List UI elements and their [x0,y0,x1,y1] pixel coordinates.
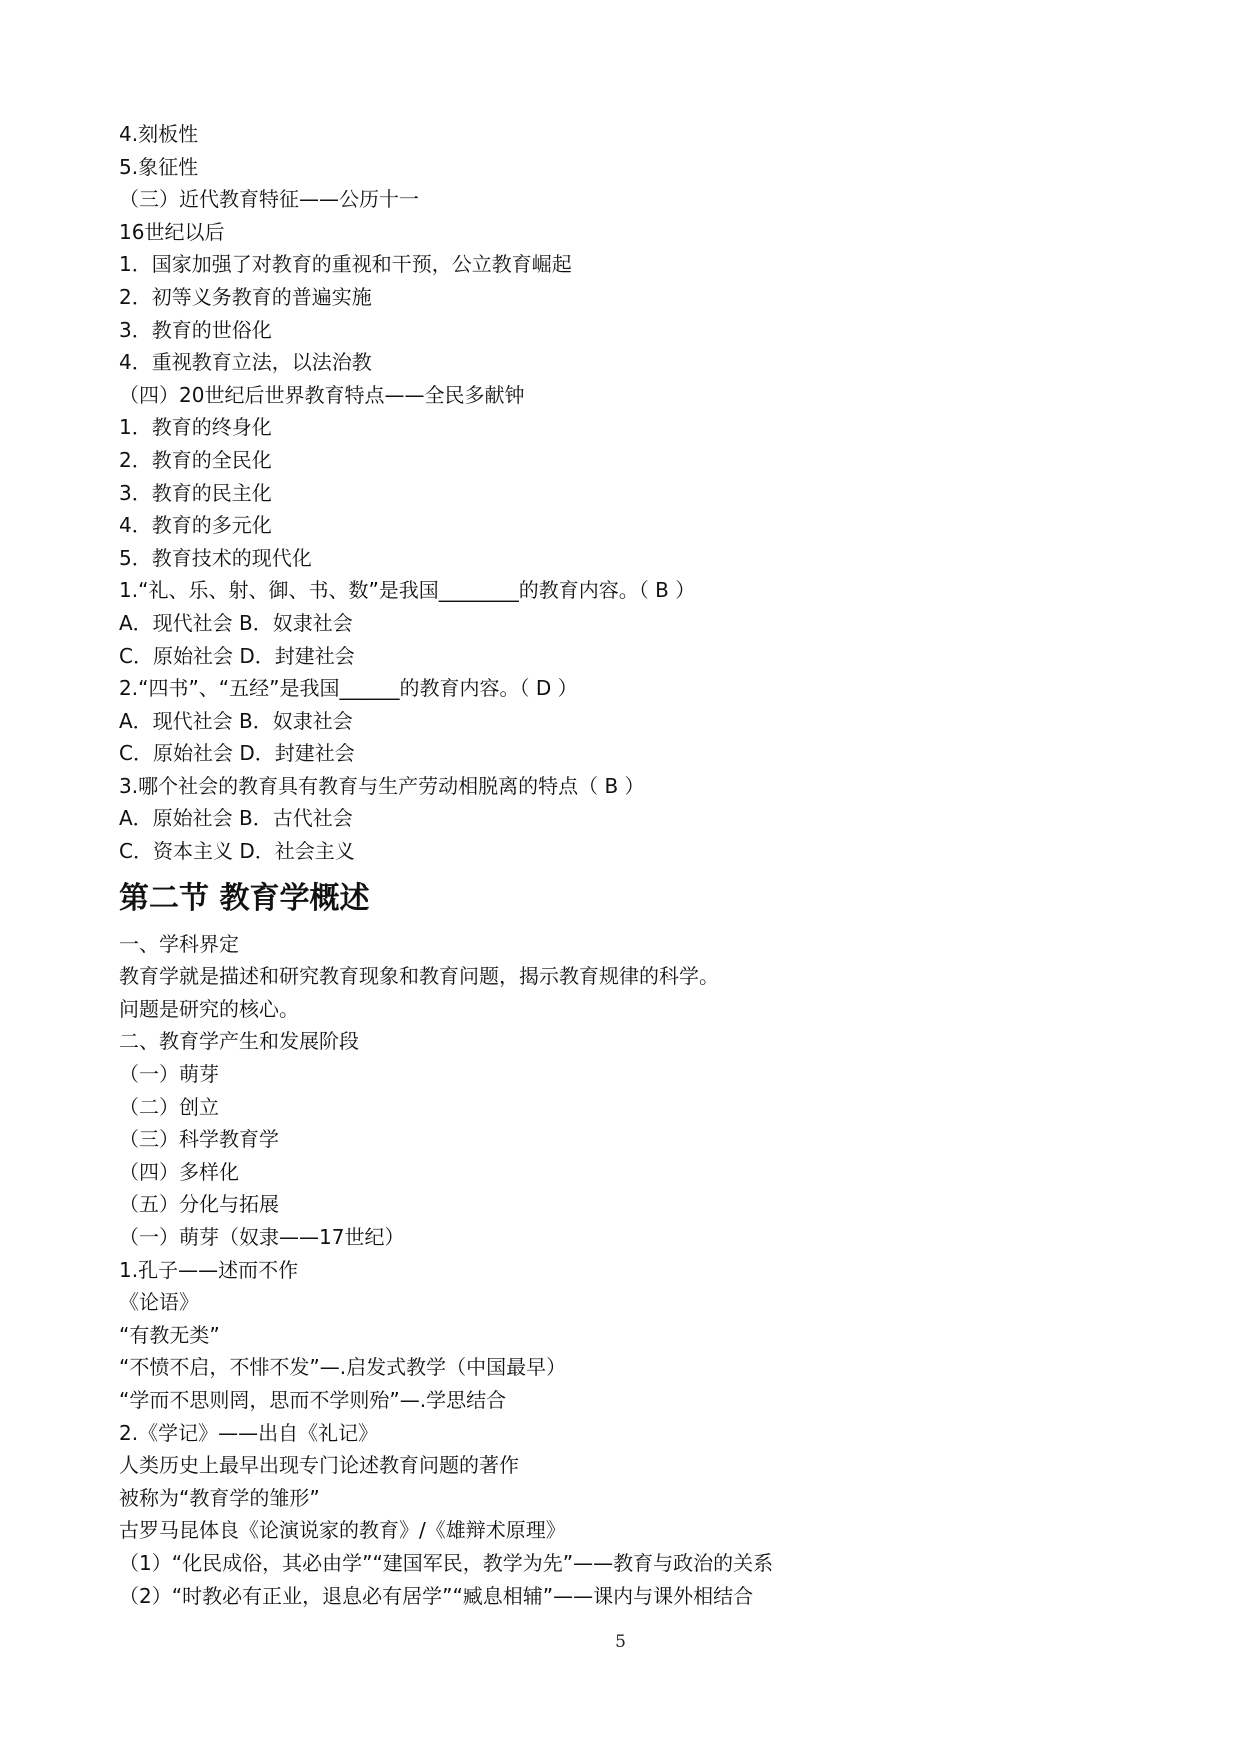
text-line: 《论语》 [119,1290,199,1315]
text-line: 2.“四书”、“五经”是我国______的教育内容。（ D ） [119,676,578,701]
text-line: A．原始社会 B．古代社会 [119,806,353,831]
text-line: 人类历史上最早出现专门论述教育问题的著作 [119,1453,519,1478]
text-line: “不愤不启，不悱不发”—.启发式教学（中国最早） [119,1355,567,1380]
section-heading: 第二节 教育学概述 [119,880,370,916]
text-line: 1.孔子——述而不作 [119,1257,299,1282]
text-line: A．现代社会 B．奴隶社会 [119,708,353,733]
text-line: 5．教育技术的现代化 [119,545,312,570]
text-line: “有教无类” [119,1322,220,1347]
text-line: 2．初等义务教育的普遍实施 [119,284,372,309]
text-line: 1．国家加强了对教育的重视和干预，公立教育崛起 [119,252,572,277]
text-line: 被称为“教育学的雏形” [119,1485,320,1510]
text-line: 3．教育的世俗化 [119,317,272,342]
text-line: 问题是研究的核心。 [119,996,299,1021]
text-line: （三）科学教育学 [119,1127,279,1152]
text-line: 二、教育学产生和发展阶段 [119,1029,359,1054]
text-line: C．原始社会 D．封建社会 [119,643,355,668]
page-content [119,118,1129,1612]
text-line: 3．教育的民主化 [119,480,272,505]
text-line: （1）“化民成俗，其必由学”“建国军民，教学为先”——教育与政治的关系 [119,1550,774,1575]
text-line: （二）创立 [119,1094,219,1119]
text-line: 16世纪以后 [119,219,225,244]
text-line: 5.象征性 [119,154,199,179]
text-line: C．原始社会 D．封建社会 [119,741,355,766]
text-line: 1.“礼、乐、射、御、书、数”是我国________的教育内容。（ B ） [119,578,696,603]
text-block-bottom [119,928,1129,1612]
text-line: （四）20世纪后世界教育特点——全民多献钟 [119,382,525,407]
text-line: （五）分化与拓展 [119,1192,279,1217]
text-line: 1．教育的终身化 [119,415,272,440]
text-line: 4.刻板性 [119,122,199,146]
text-line: 教育学就是描述和研究教育现象和教育问题，揭示教育规律的科学。 [119,964,719,989]
text-line: 2.《学记》——出自《礼记》 [119,1420,379,1445]
text-block-top [119,118,1129,868]
text-line: 古罗马昆体良《论演说家的教育》/《雄辩术原理》 [119,1518,566,1543]
text-line: C．资本主义 D．社会主义 [119,839,355,864]
text-line: （一）萌芽（奴隶——17世纪） [119,1225,405,1249]
text-line: 3.哪个社会的教育具有教育与生产劳动相脱离的特点（ B ） [119,773,645,798]
text-line: （四）多样化 [119,1159,239,1184]
text-line: （一）萌芽 [119,1062,219,1087]
text-line: A．现代社会 B．奴隶社会 [119,610,353,635]
text-line: 一、学科界定 [119,931,239,956]
text-line: 4．重视教育立法，以法治教 [119,350,372,375]
page-number: 5 [615,1632,626,1652]
text-line: “学而不思则罔，思而不学则殆”—.学思结合 [119,1387,507,1412]
text-line: （三）近代教育特征——公历十一 [119,187,419,212]
text-line: 2．教育的全民化 [119,447,272,472]
text-line: 4．教育的多元化 [119,513,272,538]
text-line: （2）“时教必有正业，退息必有居学”“臧息相辅”——课内与课外相结合 [119,1583,754,1608]
